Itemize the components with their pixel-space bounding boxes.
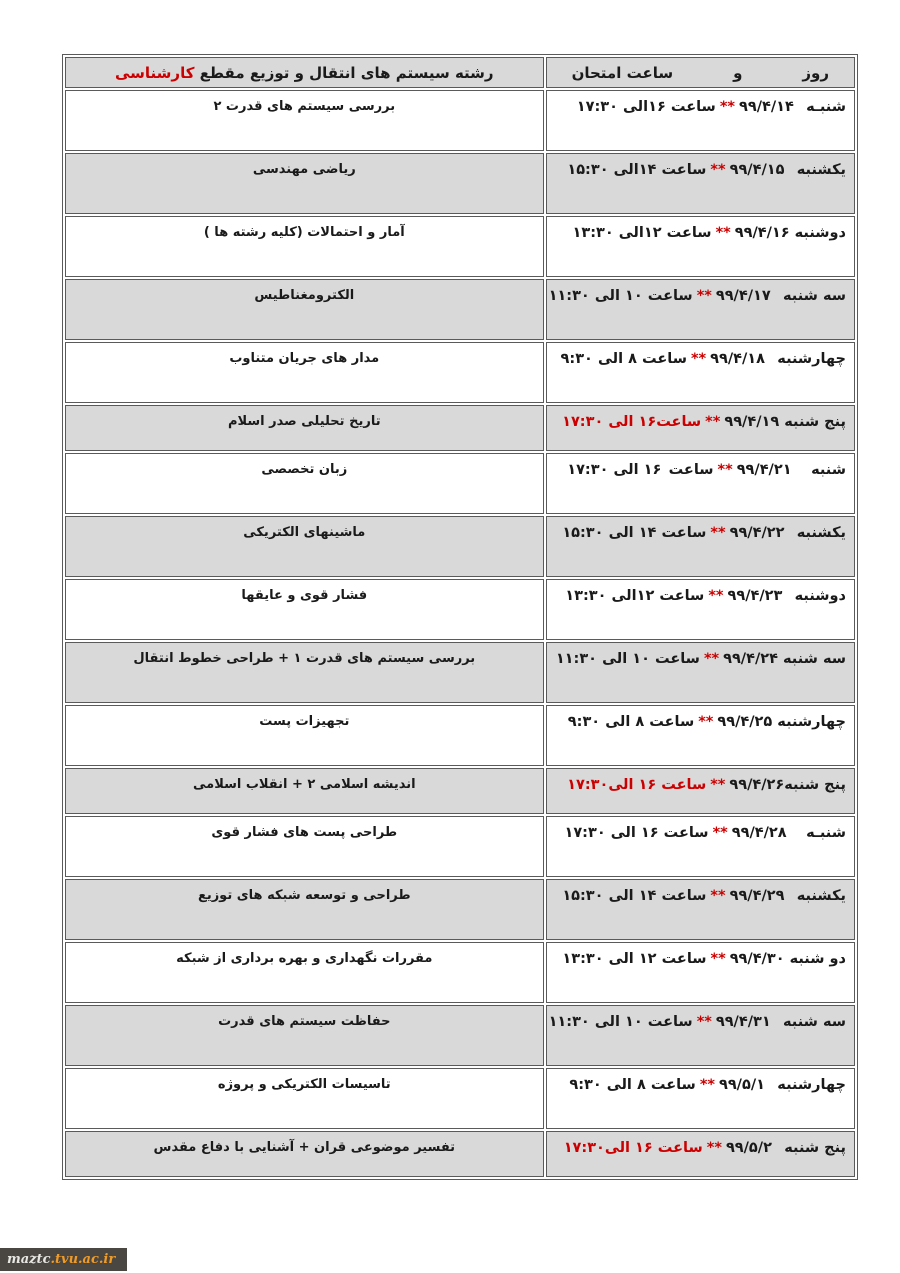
course-name-cell xyxy=(65,768,544,814)
exam-day-time-cell xyxy=(546,153,855,214)
exam-day-date: چهارشنبه ۹۹/۵/۱ xyxy=(718,1077,846,1093)
exam-day-time-cell xyxy=(546,816,855,877)
exam-time: ساعت ۱۶الی ۱۷:۳۰ xyxy=(576,99,716,115)
table-row xyxy=(65,1005,855,1066)
course-name: بررسی سیستم های قدرت ۲ xyxy=(213,99,396,114)
course-name: تاسیسات الکتریکی و پروژه xyxy=(217,1077,391,1092)
course-name-cell xyxy=(65,516,544,577)
course-name: تجهیزات پست xyxy=(259,714,350,729)
course-name: مدار های جریان متناوب xyxy=(229,351,380,366)
course-name-cell xyxy=(65,405,544,451)
exam-day-date: شنبـه ۹۹/۴/۲۸ xyxy=(731,825,846,841)
exam-time: ساعت ۱۲ الی ۱۳:۳۰ xyxy=(562,951,707,967)
table-row-highlighted xyxy=(65,405,855,451)
header-program-level: کارشناسی xyxy=(115,63,195,82)
course-name-cell xyxy=(65,453,544,514)
stars-marker: ** xyxy=(708,588,724,604)
exam-day-time-cell xyxy=(546,579,855,640)
exam-day-time-cell xyxy=(546,405,855,451)
exam-day-date: شنبـه ۹۹/۴/۱۴ xyxy=(739,99,846,115)
stars-marker: ** xyxy=(710,525,726,541)
exam-schedule-table xyxy=(62,54,858,1180)
course-name-cell xyxy=(65,1005,544,1066)
table-row xyxy=(65,342,855,403)
exam-time: ساعت ۱۲الی ۱۳:۳۰ xyxy=(572,225,712,241)
exam-day-date: یکشنبه ۹۹/۴/۲۹ xyxy=(729,888,846,904)
stars-marker: ** xyxy=(699,1077,715,1093)
course-name-cell xyxy=(65,216,544,277)
exam-day-time-cell xyxy=(546,453,855,514)
exam-day-date: دو شنبه ۹۹/۴/۳۰ xyxy=(729,951,846,967)
course-name-cell xyxy=(65,816,544,877)
stars-marker: ** xyxy=(715,225,731,241)
course-name: تاریخ تحلیلی صدر اسلام xyxy=(227,414,381,429)
exam-day-date: چهارشنبه ۹۹/۴/۲۵ xyxy=(717,714,846,730)
exam-day-date: سه شنبه ۹۹/۴/۳۱ xyxy=(715,1014,846,1030)
table-row xyxy=(65,642,855,703)
exam-day-date: چهارشنبه ۹۹/۴/۱۸ xyxy=(710,351,846,367)
course-name-cell xyxy=(65,642,544,703)
site-watermark xyxy=(0,1248,127,1271)
course-name-cell xyxy=(65,279,544,340)
course-name: طراحی پست های فشار قوی xyxy=(211,825,398,840)
table-row xyxy=(65,816,855,877)
stars-marker: ** xyxy=(710,951,726,967)
exam-day-date: پنج شنبه ۹۹/۴/۱۹ xyxy=(724,414,846,430)
exam-time: ساعت ۱۶ الی ۱۷:۳۰ xyxy=(567,462,714,478)
exam-time: ساعت ۱۰ الی ۱۱:۳۰ xyxy=(548,288,693,304)
course-name: آمار و احتمالات (کلیه رشته ها ) xyxy=(203,225,405,240)
course-name-cell xyxy=(65,342,544,403)
course-name: اندیشه اسلامی ۲ + انقلاب اسلامی xyxy=(193,777,416,792)
stars-marker: ** xyxy=(696,1014,712,1030)
exam-time: ساعت ۱۰ الی ۱۱:۳۰ xyxy=(555,651,700,667)
course-name: فشار قوی و عایقها xyxy=(241,588,368,603)
stars-marker: ** xyxy=(712,825,728,841)
stars-marker: ** xyxy=(719,99,735,115)
site-watermark-suffix: .tvu.ac.ir xyxy=(50,1252,116,1267)
table-row xyxy=(65,516,855,577)
table-row-highlighted xyxy=(65,768,855,814)
table-row xyxy=(65,579,855,640)
exam-day-time-cell xyxy=(546,705,855,766)
course-name: طراحی و توسعه شبکه های توزیع xyxy=(197,888,411,903)
exam-time: ساعت ۱۰ الی ۱۱:۳۰ xyxy=(548,1014,693,1030)
exam-time: ساعت ۸ الی ۹:۳۰ xyxy=(560,351,687,367)
course-name: مقررات نگهداری و بهره برداری از شبکه xyxy=(176,951,433,966)
exam-time: ساعت ۱۶ الی۱۷:۳۰ xyxy=(563,1140,703,1156)
exam-day-date: شنبه ۹۹/۴/۲۱ xyxy=(736,462,846,478)
stars-marker: ** xyxy=(710,777,726,793)
course-name: ماشینهای الکتریکی xyxy=(243,525,366,540)
site-watermark-prefix: maztc xyxy=(7,1252,51,1267)
exam-day-date: سه شنبه ۹۹/۴/۱۷ xyxy=(715,288,846,304)
exam-day-date: دوشنبه ۹۹/۴/۱۶ xyxy=(734,225,846,241)
exam-time: ساعت ۱۴ الی ۱۵:۳۰ xyxy=(562,888,707,904)
stars-marker: ** xyxy=(690,351,707,367)
exam-day-time-cell xyxy=(546,1005,855,1066)
course-name-cell xyxy=(65,1068,544,1129)
table-row xyxy=(65,942,855,1003)
exam-day-date: یکشنبه ۹۹/۴/۱۵ xyxy=(729,162,846,178)
exam-day-time-cell xyxy=(546,768,855,814)
stars-marker: ** xyxy=(706,1140,722,1156)
header-program-label: رشته سیستم های انتقال و توزیع مقطع xyxy=(199,63,494,82)
course-name: تفسیر موضوعی قران + آشنایی با دفاع مقدس xyxy=(153,1140,456,1155)
table-header-row xyxy=(65,57,855,88)
course-name: زبان تخصصی xyxy=(261,462,348,477)
stars-marker: ** xyxy=(703,651,720,667)
stars-marker: ** xyxy=(698,714,714,730)
exam-time: ساعت ۱۴ الی ۱۵:۳۰ xyxy=(562,525,707,541)
exam-day-time-cell xyxy=(546,879,855,940)
table-row xyxy=(65,90,855,151)
exam-time: ساعت ۸ الی ۹:۳۰ xyxy=(567,714,695,730)
table-row xyxy=(65,216,855,277)
exam-day-time-cell xyxy=(546,90,855,151)
exam-day-time-cell xyxy=(546,216,855,277)
stars-marker: ** xyxy=(717,462,733,478)
table-row xyxy=(65,153,855,214)
course-name-cell xyxy=(65,90,544,151)
course-name: ریاضی مهندسی xyxy=(252,162,356,177)
exam-time: ساعت ۱۶ الی ۱۷:۳۰ xyxy=(564,825,709,841)
table-row xyxy=(65,879,855,940)
course-name-cell xyxy=(65,942,544,1003)
exam-day-date: پنج شنبه ۹۹/۵/۲ xyxy=(725,1140,846,1156)
header-program xyxy=(65,57,544,88)
exam-day-date: سه شنبه ۹۹/۴/۲۴ xyxy=(723,651,846,667)
exam-day-time-cell xyxy=(546,642,855,703)
table-row xyxy=(65,705,855,766)
exam-day-time-cell xyxy=(546,342,855,403)
stars-marker: ** xyxy=(696,288,712,304)
course-name: حفاظت سیستم های قدرت xyxy=(218,1014,391,1029)
header-day-time xyxy=(546,57,855,88)
exam-day-date: دوشنبه ۹۹/۴/۲۳ xyxy=(727,588,846,604)
stars-marker: ** xyxy=(705,414,721,430)
stars-marker: ** xyxy=(710,162,726,178)
exam-time: ساعت۱۶ الی ۱۷:۳۰ xyxy=(562,414,702,430)
exam-day-time-cell xyxy=(546,1131,855,1177)
exam-day-time-cell xyxy=(546,516,855,577)
stars-marker: ** xyxy=(710,888,726,904)
course-name-cell xyxy=(65,879,544,940)
course-name: الکترومغناطیس xyxy=(254,288,355,303)
exam-time: ساعت ۱۶ الی۱۷:۳۰ xyxy=(567,777,707,793)
table-row xyxy=(65,1068,855,1129)
exam-time: ساعت ۱۲الی ۱۳:۳۰ xyxy=(565,588,705,604)
course-name-cell xyxy=(65,579,544,640)
header-day-time-label: روز و ساعت امتحان xyxy=(571,63,830,82)
course-name-cell xyxy=(65,705,544,766)
exam-day-time-cell xyxy=(546,942,855,1003)
course-name: بررسی سیستم های قدرت ۱ + طراحی خطوط انتقال xyxy=(133,651,476,666)
table-row-highlighted xyxy=(65,1131,855,1177)
exam-time: ساعت ۸ الی ۹:۳۰ xyxy=(569,1077,696,1093)
table-row xyxy=(65,453,855,514)
exam-day-date: پنج شنبه۹۹/۴/۲۶ xyxy=(729,777,846,793)
table-row xyxy=(65,279,855,340)
course-name-cell xyxy=(65,1131,544,1177)
exam-time: ساعت ۱۴الی ۱۵:۳۰ xyxy=(567,162,707,178)
exam-day-time-cell xyxy=(546,279,855,340)
course-name-cell xyxy=(65,153,544,214)
exam-day-time-cell xyxy=(546,1068,855,1129)
exam-day-date: یکشنبه ۹۹/۴/۲۲ xyxy=(729,525,846,541)
